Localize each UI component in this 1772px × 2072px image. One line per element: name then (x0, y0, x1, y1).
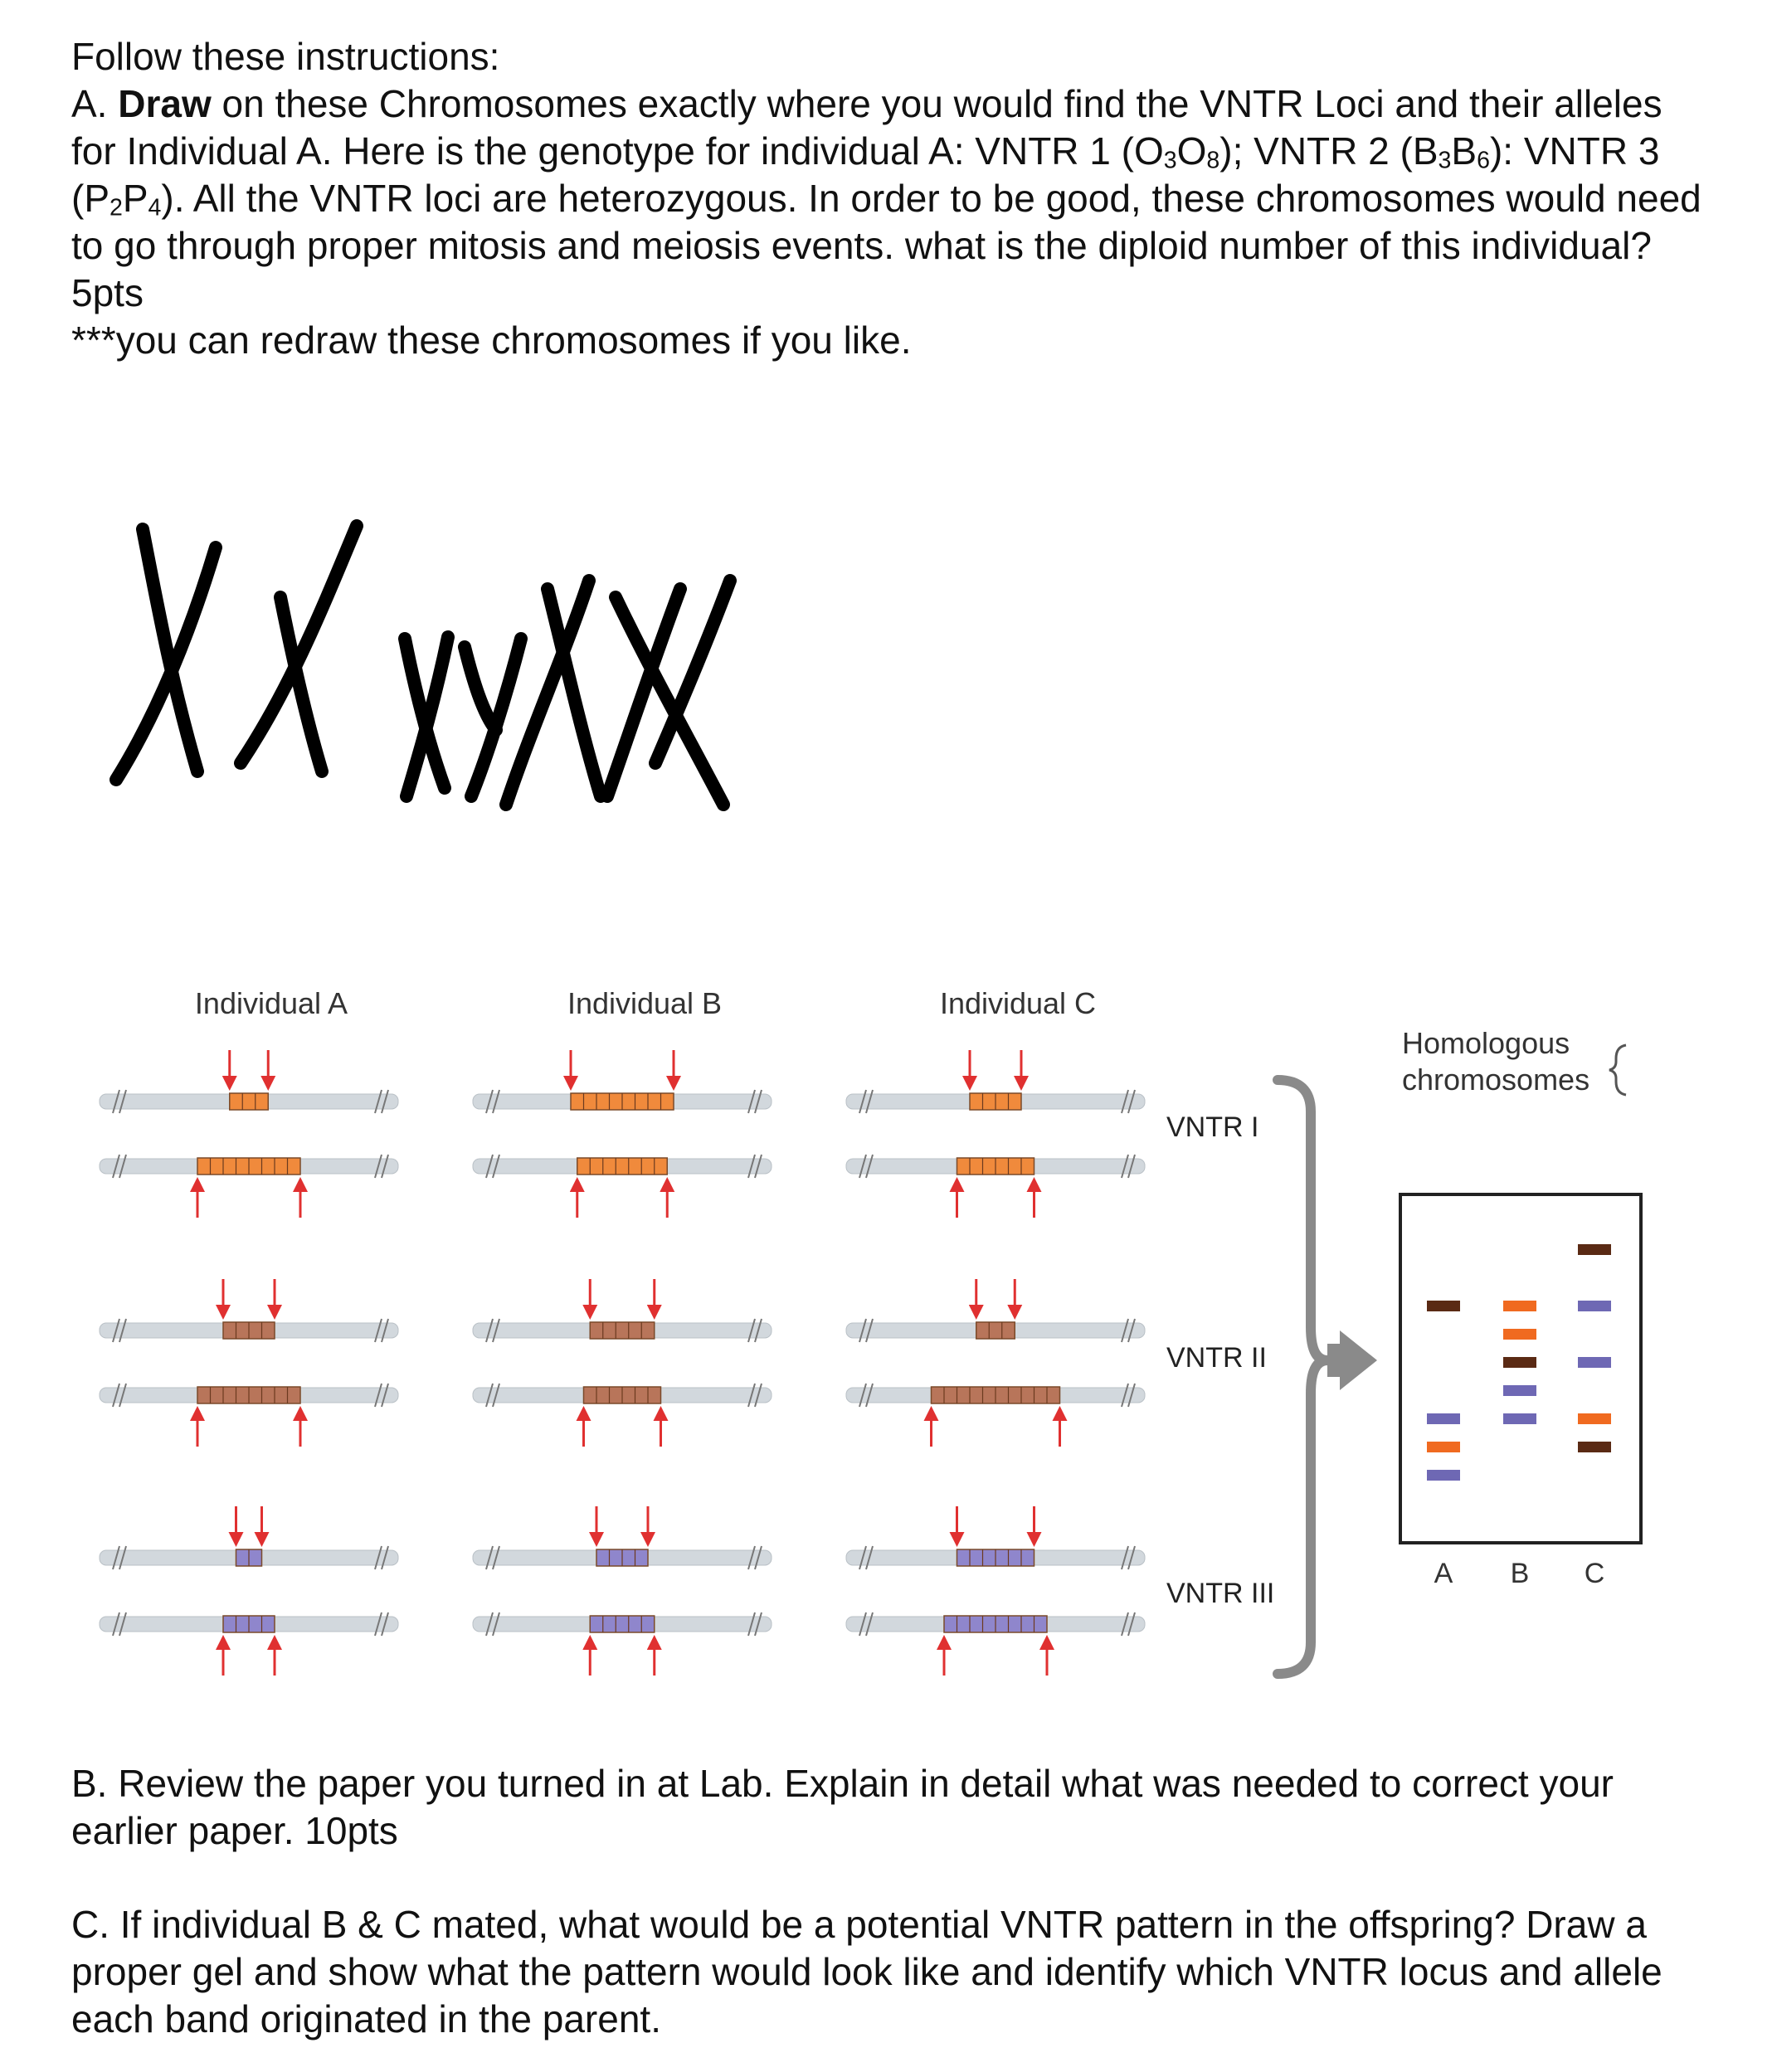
gel-lane-b-label: B (1510, 1558, 1530, 1589)
vntr-3-label: VNTR III (1166, 1578, 1275, 1609)
question-a-text-5: ): VNTR 3 (P (71, 129, 1660, 220)
vntr-repeat-block (230, 1093, 269, 1110)
question-a-text-7: ). All the VNTR loci are heterozygous. In order to be good, these chromosomes would need to go through proper mitosis and meiosis events. what is the diploid number of this individual? 5pts (71, 177, 1701, 314)
subscript: 6 (1477, 147, 1490, 174)
instructions-heading: Follow these instructions: (71, 35, 500, 78)
locus-bracket (1278, 1080, 1327, 1674)
subscript: 3 (1163, 147, 1177, 174)
subscript: 2 (110, 194, 123, 221)
question-c (71, 1901, 1714, 2043)
vntr-repeat-block (590, 1616, 655, 1632)
arrow-to-gel-icon (1327, 1330, 1377, 1390)
question-b-text: B. Review the paper you turned in at Lab. Explain in detail what was needed to correct your earlier paper. 10pts (71, 1762, 1614, 1852)
vntr-2-label: VNTR II (1166, 1342, 1267, 1374)
subscript: 8 (1206, 147, 1220, 174)
gel-band (1503, 1329, 1536, 1340)
question-a (71, 33, 1714, 364)
homologous-label-line1: Homologous (1402, 1026, 1570, 1060)
vntr-figure (0, 979, 1772, 1709)
handwritten-x-5 (607, 581, 730, 805)
gel-band (1503, 1413, 1536, 1424)
individual-b-label: Individual B (567, 986, 723, 1020)
gel-band (1578, 1244, 1611, 1255)
individual-c-label: Individual C (939, 986, 1097, 1020)
question-b (71, 1760, 1714, 1855)
handwritten-x-2 (241, 526, 357, 771)
gel-lane-a-label: A (1434, 1558, 1453, 1589)
handwritten-x-4 (506, 581, 601, 805)
gel-band (1503, 1301, 1536, 1311)
handwritten-x-3 (405, 637, 448, 796)
gel-band (1427, 1470, 1460, 1481)
question-a-text (71, 80, 1714, 317)
subscript: 4 (148, 194, 162, 221)
brace-icon (1609, 1045, 1626, 1095)
gel-lane-c-label: C (1584, 1558, 1605, 1589)
question-a-text-6: P (122, 177, 148, 220)
gel-band (1427, 1301, 1460, 1311)
gel-band (1578, 1301, 1611, 1311)
gel-band (1427, 1413, 1460, 1424)
subscript: 3 (1438, 147, 1452, 174)
chromosome-pairs (100, 1050, 1145, 1676)
homologous-label-line2: chromosomes (1402, 1063, 1590, 1097)
question-a-text-2: O (1176, 129, 1207, 173)
vntr-repeat-block (590, 1322, 655, 1339)
gel-band (1503, 1385, 1536, 1396)
gel-band (1578, 1357, 1611, 1368)
vntr-repeat-block (577, 1158, 668, 1175)
question-c-text: C. If individual B & C mated, what would be a potential VNTR pattern in the offspring? Draw a proper gel and show what the pattern would look like and identify which VNTR locus and allele each band originated in the parent. (71, 1903, 1662, 2040)
handwritten-x-1 (116, 529, 216, 780)
handwritten-sex-chromosomes (100, 514, 813, 846)
question-a-text-4: B (1451, 129, 1477, 173)
vntr-1-label: VNTR I (1166, 1111, 1259, 1143)
question-a-text-3: ); VNTR 2 (B (1219, 129, 1439, 173)
redraw-note: ***you can redraw these chromosomes if you like. (71, 319, 912, 362)
question-a-prefix: A. (71, 82, 119, 125)
question-a-bold-word: Draw (118, 82, 212, 125)
question-a-text-1: on these Chromosomes exactly where you would find the VNTR Loci and their alleles for Individual A. Here is the genotype for individual A: VNTR 1 (O (71, 82, 1662, 173)
individual-a-label: Individual A (194, 986, 348, 1020)
gel-band (1578, 1442, 1611, 1452)
vntr-repeat-block (976, 1322, 1015, 1339)
gel-band (1503, 1357, 1536, 1368)
gel-band (1427, 1442, 1460, 1452)
gel-band (1578, 1413, 1611, 1424)
